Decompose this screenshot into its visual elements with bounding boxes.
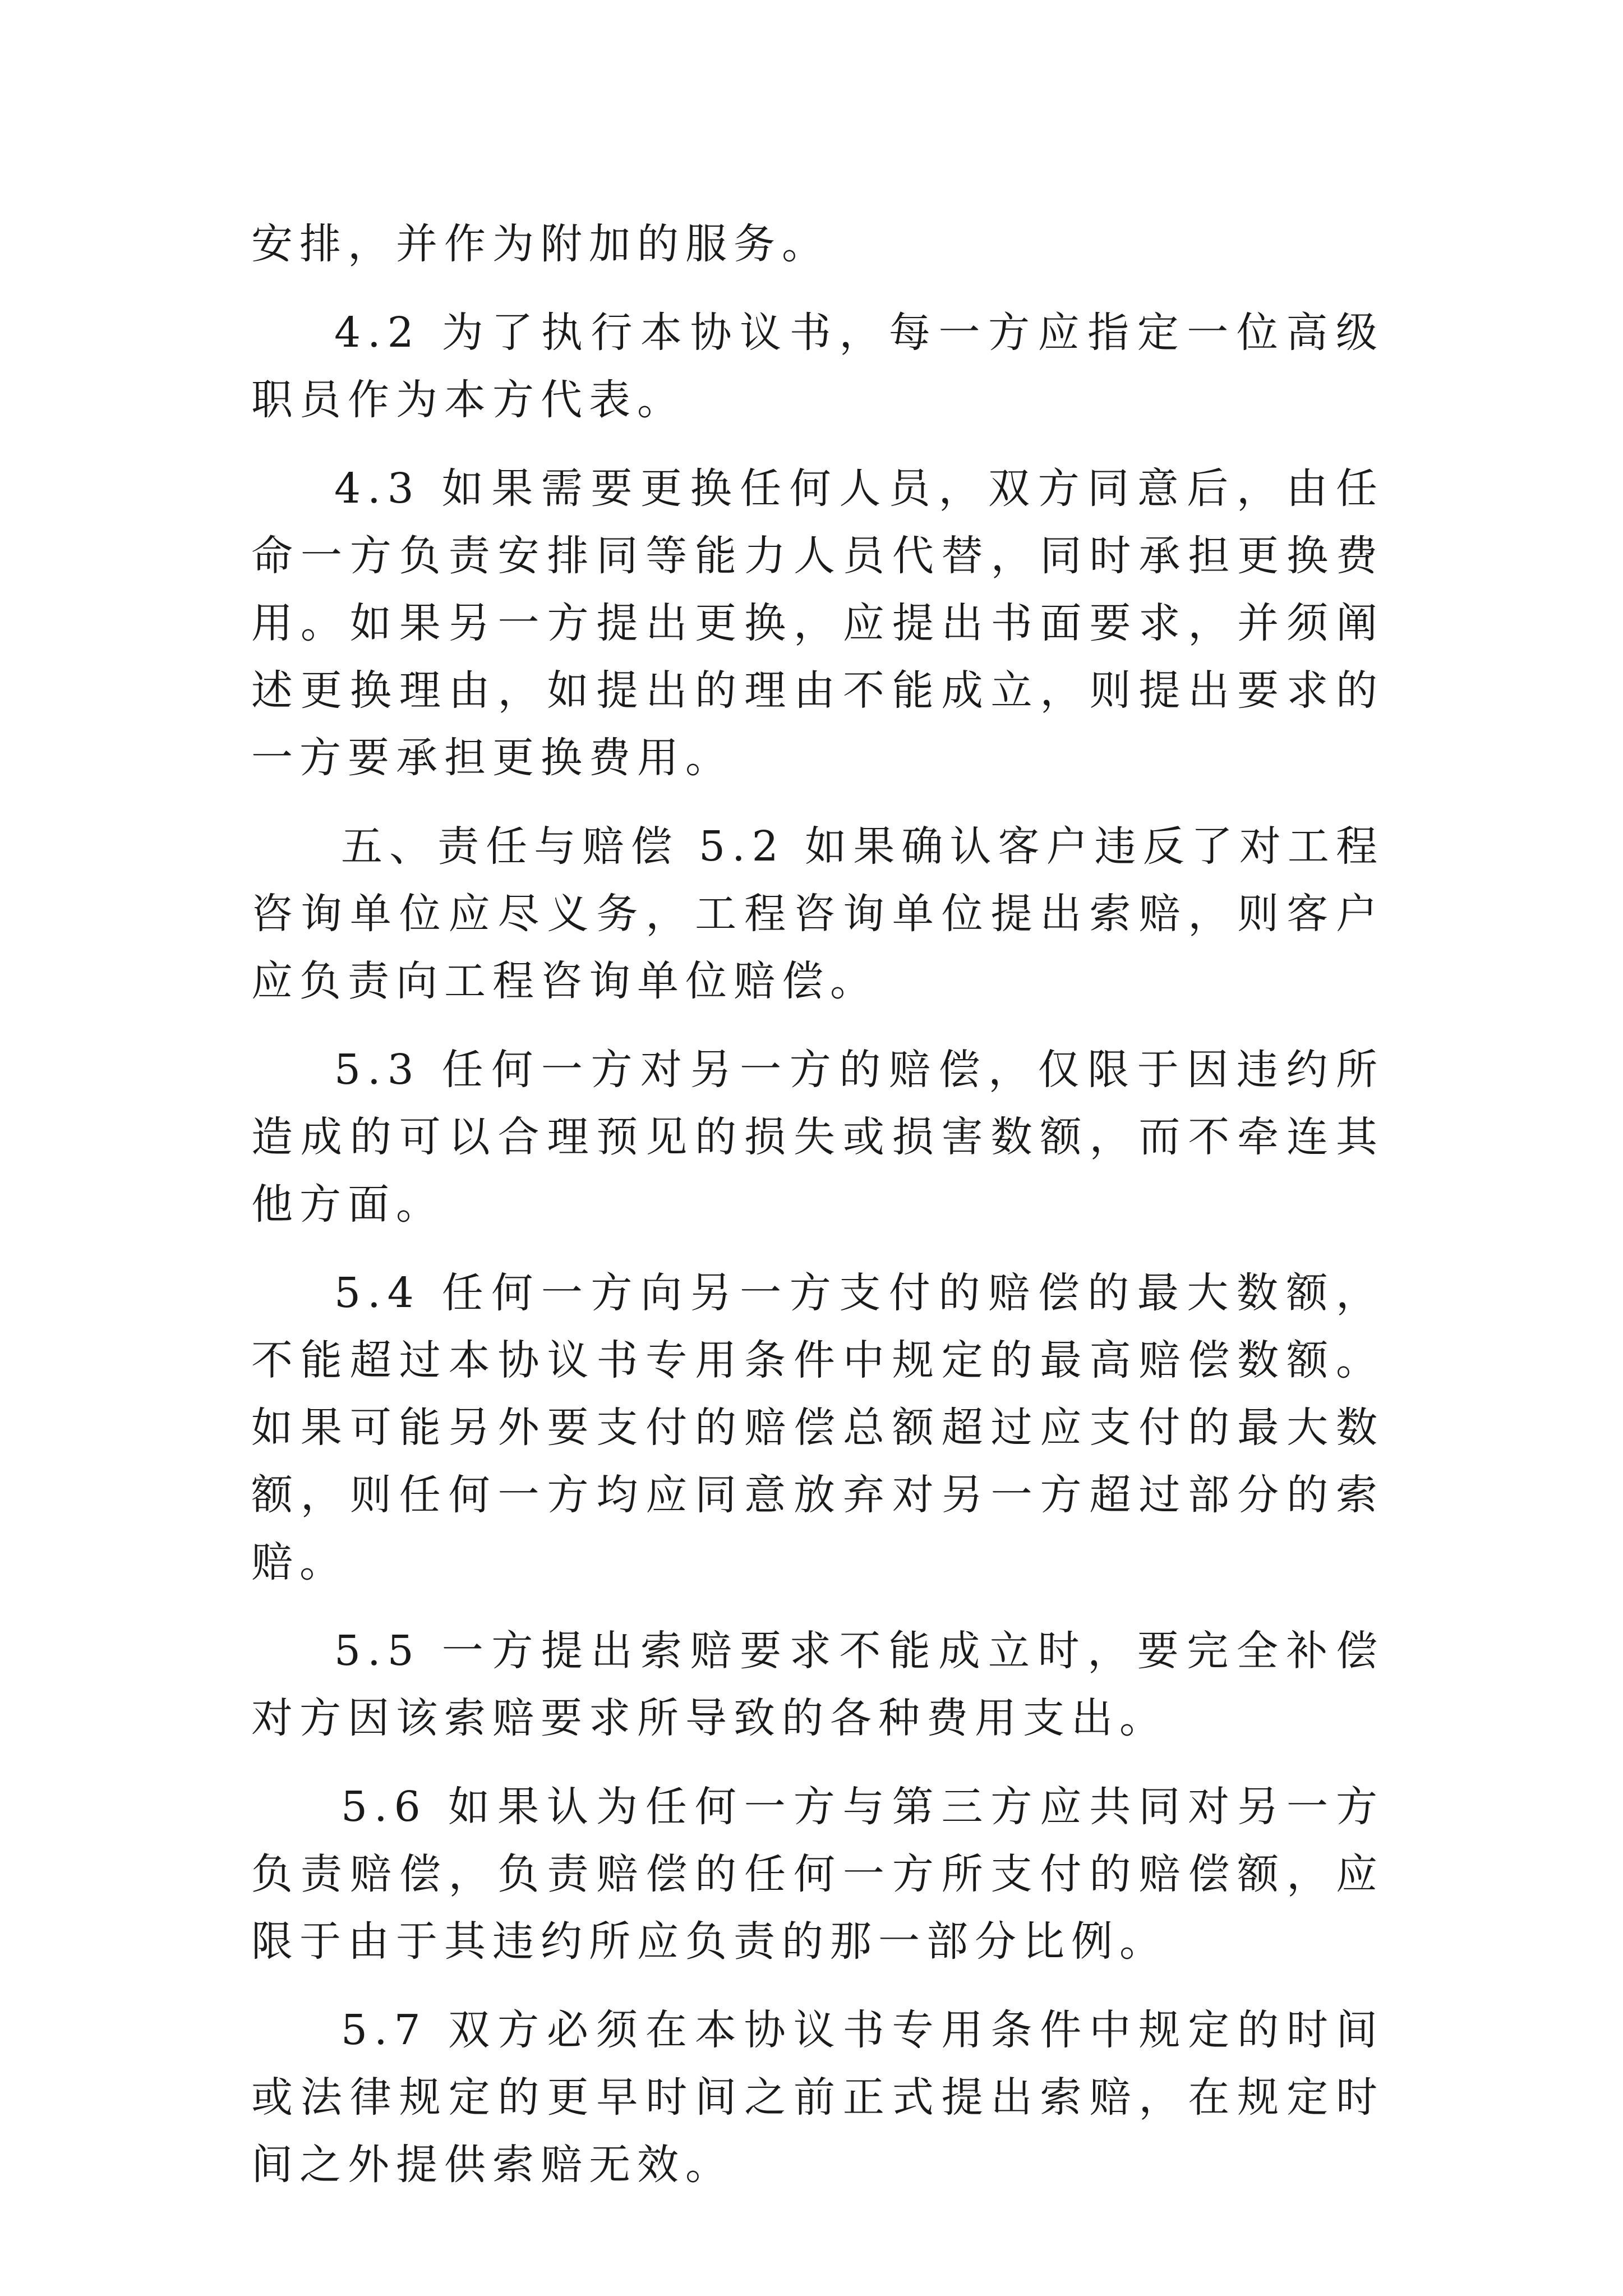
document-body [251,210,1384,2198]
paragraph-continuation: 安排，并作为附加的服务。 [251,220,830,268]
paragraph-gap [251,1596,1384,1617]
paragraph-clause-5-5: 5.5 一方提出索赔要求不能成立时，要完全补偿对方因该索赔要求所导致的各种费用支出。 [251,1627,1384,1742]
paragraph-gap [251,434,1384,455]
paragraph-clause-4-3: 4.3 如果需要更换任何人员，双方同意后，由任命一方负责安排同等能力人员代替，同时承担更换费用。如果另一方提出更换，应提出书面要求，并须阐述更换理由，如提出的理由不能成立，则提出要求的一方要承担更换费用。 [251,464,1384,782]
paragraph-gap [251,278,1384,299]
paragraph-clause-4-2: 4.2 为了执行本协议书，每一方应指定一位高级职员作为本方代表。 [251,309,1384,424]
paragraph-gap [251,1238,1384,1259]
paragraph-clause-5-6: 5.6 如果认为任何一方与第三方应共同对另一方负责赔偿，负责赔偿的任何一方所支付的赔偿额，应限于由于其违约所应负责的那一部分比例。 [251,1783,1384,1966]
paragraph-gap [251,1752,1384,1773]
paragraph-gap [251,792,1384,813]
paragraph-gap [251,1015,1384,1036]
paragraph-gap [251,1975,1384,1996]
paragraph-section-5-heading: 五、责任与赔偿 5.2 如果确认客户违反了对工程咨询单位应尽义务，工程咨询单位提出索赔，则客户应负责向工程咨询单位赔偿。 [251,822,1384,1005]
paragraph-clause-5-4: 5.4 任何一方向另一方支付的赔偿的最大数额，不能超过本协议书专用条件中规定的最高赔偿数额。如果可能另外要支付的赔偿总额超过应支付的最大数额，则任何一方均应同意放弃对另一方超过部分的索赔。 [251,1269,1384,1586]
paragraph-clause-5-7: 5.7 双方必须在本协议书专用条件中规定的时间或法律规定的更早时间之前正式提出索赔，在规定时间之外提供索赔无效。 [251,2006,1384,2189]
paragraph-clause-5-3: 5.3 任何一方对另一方的赔偿，仅限于因违约所造成的可以合理预见的损失或损害数额，而不牵连其他方面。 [251,1046,1384,1228]
